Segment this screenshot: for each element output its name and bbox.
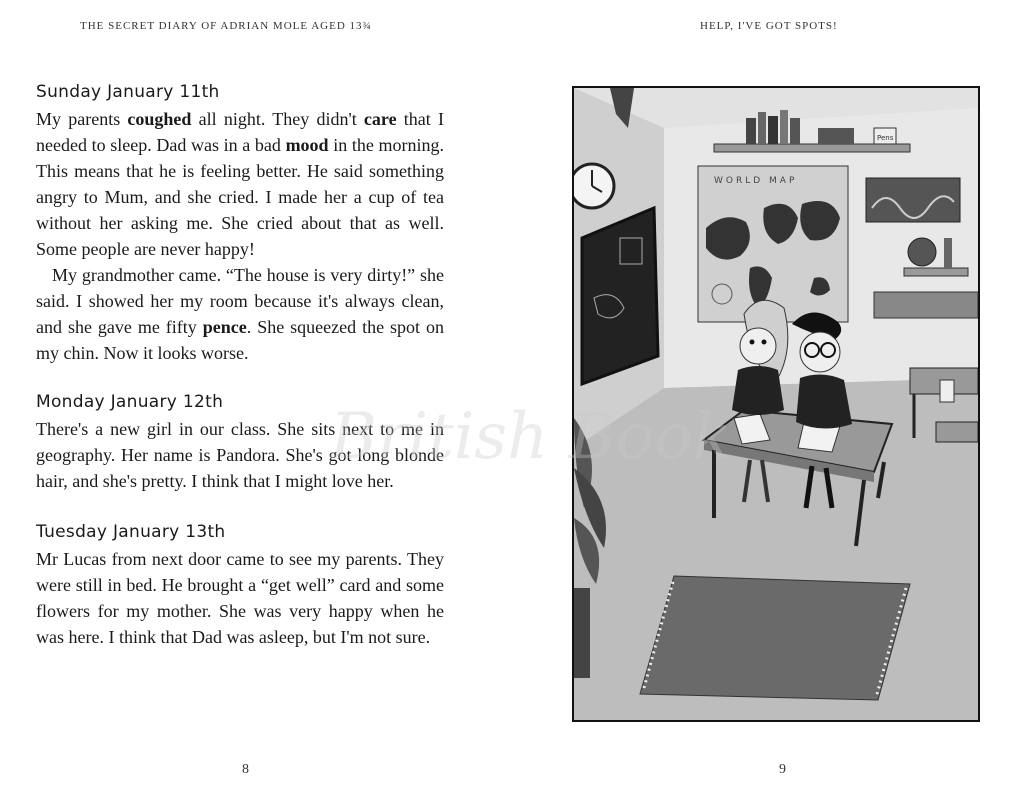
running-head-right: HELP, I'VE GOT SPOTS! [700,20,838,32]
page-number-right: 9 [779,762,786,777]
rug [640,576,910,700]
clock-icon [574,164,614,208]
diary-entry-sunday [36,80,444,366]
entry-paragraph: There's a new girl in our class. She sits next to me in geography. Her name is Pandora. She's got long blonde hair, and she's pretty. I think that I might love her. [36,419,444,491]
entry-paragraph: My parents coughed all night. They didn't care that I needed to sleep. Dad was in a bad mood in the morning. This means that he is feeling better. He said something angry to Mum, and she cried. I made her a cup of tea without her asking me. She cried about that as well. Some people are never happy! [36,109,444,259]
diary-entry-tuesday [36,520,444,650]
pens-label: Pens [877,134,894,142]
world-map-poster [698,166,848,322]
left-page-text [36,80,444,650]
page-number-left: 8 [242,762,249,777]
entry-date: Sunday January 11th [36,82,220,102]
entry-date: Tuesday January 13th [36,522,226,542]
entry-paragraph: My grandmother came. “The house is very dirty!” she said. I showed her my room because it's always clean, and she gave me fifty pence. She squeezed the spot on my chin. Now it looks worse. [36,265,444,363]
diary-entry-monday [36,390,444,494]
chalkboard [582,208,658,384]
map-label: WORLD MAP [714,176,798,186]
entry-paragraph: Mr Lucas from next door came to see my parents. They were still in bed. He brought a “get well” card and some flowers for my mother. She was very happy when he was here. I think that Dad was asleep, but I'm not sure. [36,549,444,647]
watermark: British Book [330,400,732,474]
classroom-illustration [572,86,980,722]
entry-date: Monday January 12th [36,392,224,412]
running-head-left: THE SECRET DIARY OF ADRIAN MOLE AGED 13¾ [80,20,372,32]
